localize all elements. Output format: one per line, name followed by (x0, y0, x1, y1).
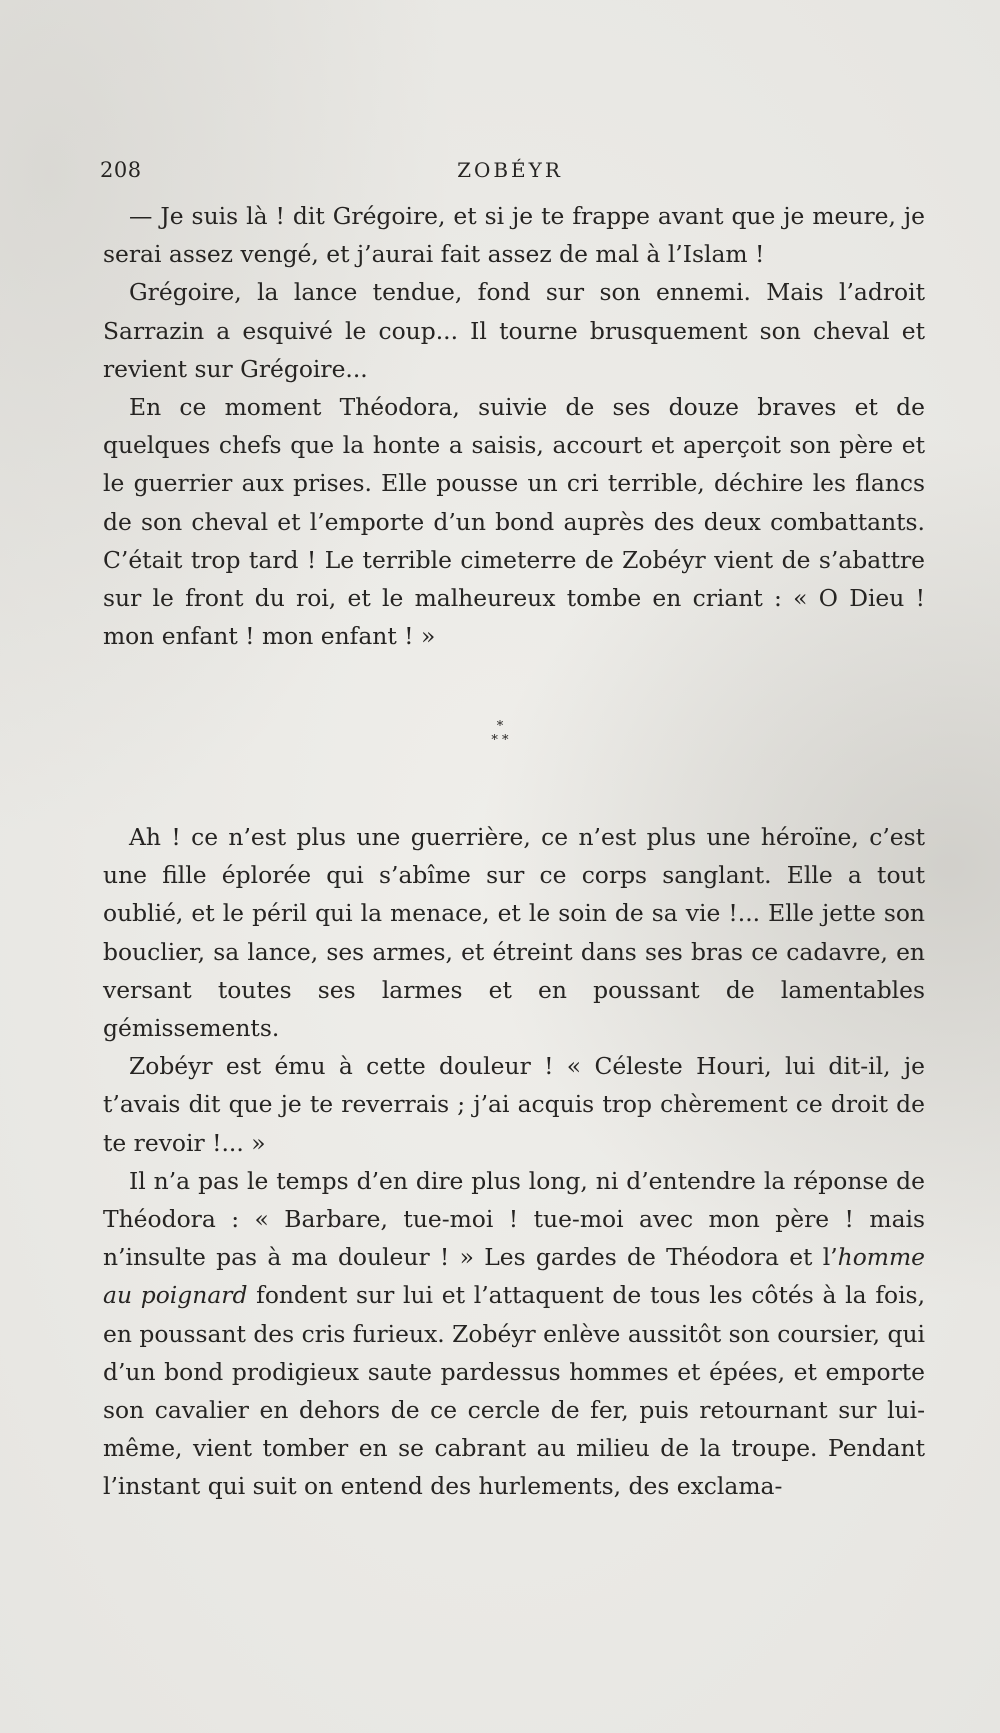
page-header (100, 158, 920, 188)
italic-phrase: homme au poignard (103, 1243, 925, 1310)
asterism-top: * (496, 719, 504, 734)
paragraph-text: fondent sur lui et l’attaquent de tous les côtés à la fois, en poussant des cris furieux. Zobéyr enlève aussitôt son coursier, qui d’un bond prodigieux saute pardessus hommes et épées, et emporte son cavalier en dehors de ce cercle de fer, puis retournant sur lui-même, vient tomber en se cabrant au milieu de la troupe. Pendant l’instant qui suit on entend des hurlements, des exclama- (103, 1281, 925, 1501)
paragraph: — Je suis là ! dit Grégoire, et si je te frappe avant que je meure, je serai assez vengé, et j’aurai fait assez de mal à l’Islam ! (103, 202, 925, 269)
section-separator-asterism (0, 720, 1000, 760)
paragraph-with-italic (103, 1162, 925, 1506)
text-block-after-break (103, 818, 925, 1506)
paragraph: Ah ! ce n’est plus une guerrière, ce n’est plus une héroïne, c’est une fille éplorée qui s’abîme sur ce corps sanglant. Elle a tout oublié, et le péril qui la menace, et le soin de sa vie !... Elle jette son bouclier, sa lance, ses armes, et étreint dans ses bras ce cadavre, en versant toutes ses larmes et en poussant de lamentables gémissements. (103, 823, 925, 1043)
page-number: 208 (100, 158, 142, 182)
paragraph: Grégoire, la lance tendue, fond sur son ennemi. Mais l’adroit Sarrazin a esquivé le coup... Il tourne brusquement son cheval et revient sur Grégoire... (103, 278, 925, 383)
paragraph: Zobéyr est ému à cette douleur ! « Céleste Houri, lui dit-il, je t’avais dit que je te reverrais ; j’ai acquis trop chèrement ce droit de te revoir !... » (103, 1052, 925, 1157)
paragraph: En ce moment Théodora, suivie de ses douze braves et de quelques chefs que la honte a saisis, accourt et aperçoit son père et le guerrier aux prises. Elle pousse un cri terrible, déchire les flancs de son cheval et l’emporte d’un bond auprès des deux combattants. C’était trop tard ! Le terrible cimeterre de Zobéyr vient de s’abattre sur le front du roi, et le malheureux tombe en criant : « O Dieu ! mon enfant ! mon enfant ! » (103, 393, 925, 651)
running-title: ZOBÉYR (457, 158, 563, 182)
asterism-bottom: * * (491, 733, 509, 748)
text-block-before-break (103, 197, 925, 655)
paragraph-text: Il n’a pas le temps d’en dire plus long, ni d’entendre la réponse de Théodora : « Barbare, tue-moi ! tue-moi avec mon père ! mais n’insulte pas à ma douleur ! » Les gardes de Théodora et l’ (103, 1166, 925, 1272)
